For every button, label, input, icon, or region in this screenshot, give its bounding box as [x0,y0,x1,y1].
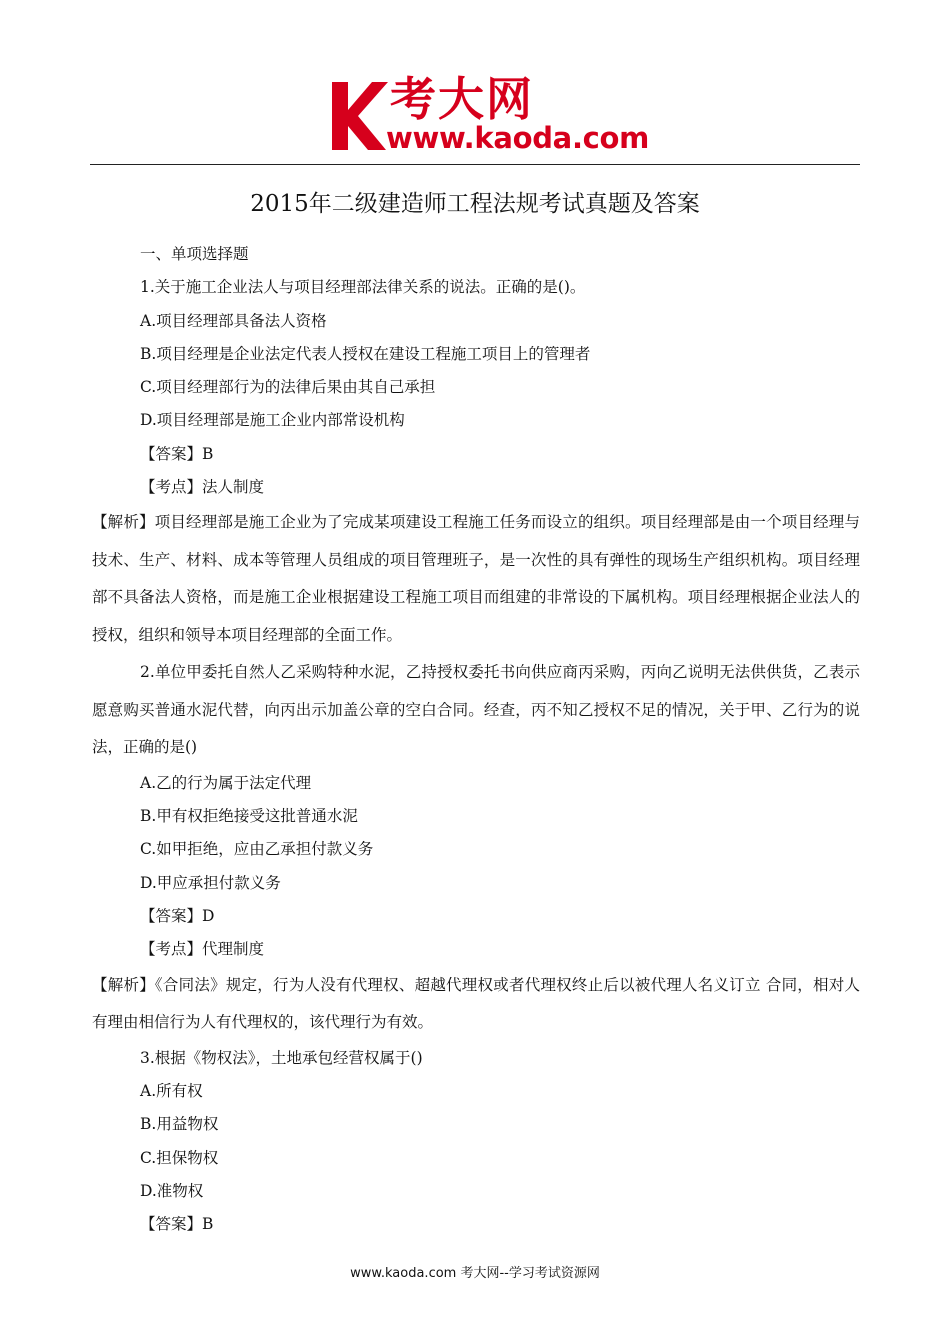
question-1-option-c: C.项目经理部行为的法律后果由其自己承担 [140,378,436,397]
question-2-stem: 2.单位甲委托自然人乙采购特种水泥，乙持授权委托书向供应商丙采购，丙向乙说明无法供供货，乙表示愿意购买普通水泥代替，向丙出示加盖公章的空白合同。经查，丙不知乙授权不足的情况，关于甲、乙行为的说法，正确的是() [92,663,860,757]
question-1-option-b: B.项目经理是企业法定代表人授权在建设工程施工项目上的管理者 [140,344,591,363]
header-divider [90,164,860,165]
site-logo [328,72,650,160]
question-2-option-a: A.乙的行为属于法定代理 [140,773,312,792]
question-3-stem: 3.根据《物权法》，土地承包经营权属于() [140,1048,423,1067]
question-2-point: 【考点】代理制度 [140,940,265,959]
question-1-option-d: D.项目经理部是施工企业内部常设机构 [140,411,405,430]
question-2-option-d: D.甲应承担付款义务 [140,873,281,892]
k-logo-icon [328,80,388,154]
question-3-option-c: C.担保物权 [140,1148,219,1167]
question-3-answer: 【答案】B [140,1215,214,1234]
document-body [92,238,860,1241]
question-2-analysis: 【解析】《合同法》规定，行为人没有代理权、超越代理权或者代理权终止后以被代理人名义订立 合同，相对人有理由相信行为人有代理权的，该代理行为有效。 [92,975,860,1032]
question-3-option-d: D.准物权 [140,1181,204,1200]
question-2-answer: 【答案】D [140,907,215,926]
question-1-analysis: 【解析】项目经理部是施工企业为了完成某项建设工程施工任务而设立的组织。项目经理部是由一个项目经理与技术、生产、材料、成本等管理人员组成的项目管理班子，是一次性的具有弹性的现场生产组织机构。项目经理部不具备法人资格，而是施工企业根据建设工程施工项目而组建的非常设的下属机构。项目经理根据企业法人的授权，组织和领导本项目经理部的全面工作。 [92,513,860,644]
question-2-option-b: B.甲有权拒绝接受这批普通水泥 [140,807,358,826]
question-2-option-c: C.如甲拒绝，应由乙承担付款义务 [140,840,374,859]
question-1-point: 【考点】法人制度 [140,478,265,497]
document-title: 2015年二级建造师工程法规考试真题及答案 [250,191,700,217]
section-heading: 一、单项选择题 [140,245,249,263]
logo-url: www.kaoda.com [386,121,650,155]
question-3-option-b: B.用益物权 [140,1115,219,1134]
question-1-answer: 【答案】B [140,444,214,463]
logo-chinese-name: 考大网 [390,72,534,126]
question-3-option-a: A.所有权 [140,1081,203,1100]
question-1-stem: 1.关于施工企业法人与项目经理部法律关系的说法。正确的是()。 [140,278,586,297]
question-1-option-a: A.项目经理部具备法人资格 [140,311,327,330]
page-footer: www.kaoda.com 考大网--学习考试资源网 [350,1266,600,1281]
